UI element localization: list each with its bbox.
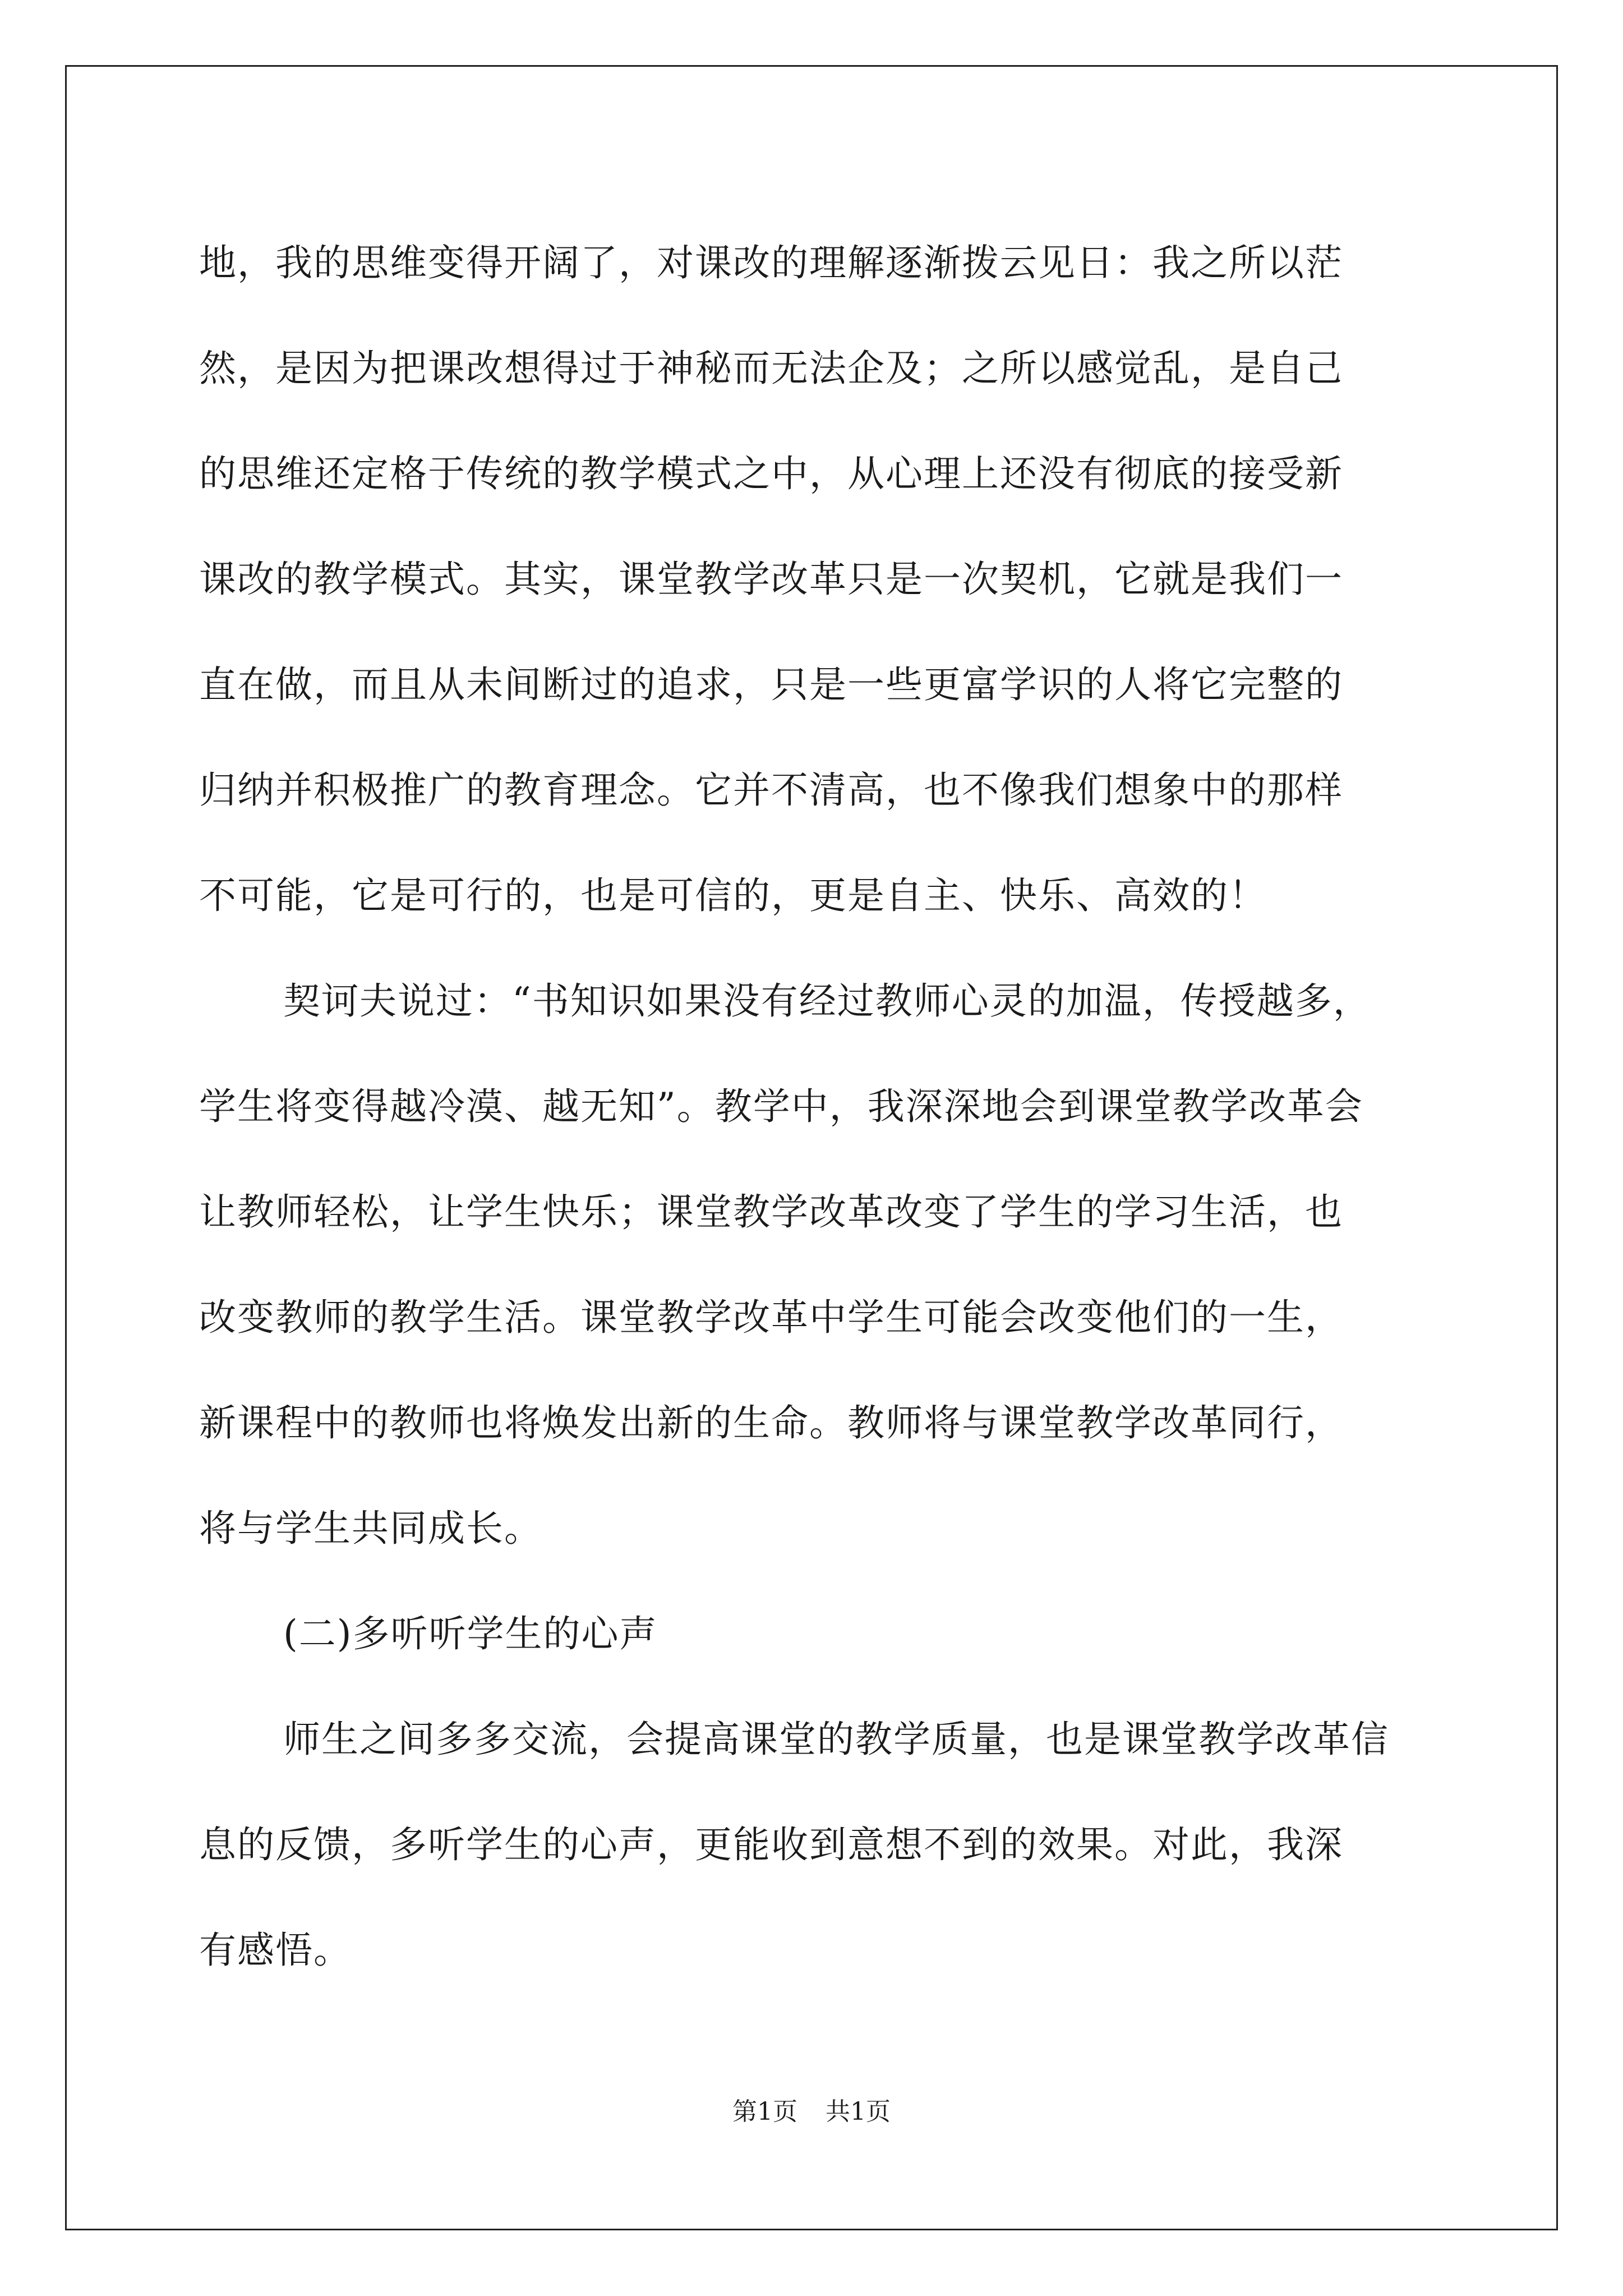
text-line: 改变教师的教学生活。课堂教学改革中学生可能会改变他们的一生， <box>199 1296 1343 1339</box>
text-line: 地，我的思维变得开阔了，对课改的理解逐渐拨云见日：我之所以茫 <box>199 241 1343 284</box>
text-line: 然，是因为把课改想得过于神秘而无法企及；之所以感觉乱，是自己 <box>199 347 1343 390</box>
text-line: 直在做，而且从未间断过的追求，只是一些更富学识的人将它完整的 <box>199 663 1343 706</box>
text-line: 的思维还定格于传统的教学模式之中，从心理上还没有彻底的接受新 <box>199 452 1343 495</box>
text-line: 不可能，它是可行的，也是可信的，更是自主、快乐、高效的！ <box>199 874 1267 917</box>
text-line: 新课程中的教师也将焕发出新的生命。教师将与课堂教学改革同行， <box>199 1401 1343 1444</box>
section-heading: (二)多听听学生的心声 <box>283 1612 658 1655</box>
text-line: 归纳并积极推广的教育理念。它并不清高，也不像我们想象中的那样 <box>199 769 1343 812</box>
document-body <box>199 210 1427 2003</box>
text-line: 将与学生共同成长。 <box>199 1507 542 1550</box>
text-line: 学生将变得越冷漠、越无知”。教学中，我深深地会到课堂教学改革会 <box>199 1085 1363 1128</box>
text-line: 师生之间多多交流，会提高课堂的教学质量，也是课堂教学改革信 <box>283 1718 1389 1761</box>
text-line: 课改的教学模式。其实，课堂教学改革只是一次契机，它就是我们一 <box>199 558 1343 601</box>
page-number-total: 共1页 <box>826 2097 891 2126</box>
page-number-current: 第1页 <box>732 2097 797 2126</box>
text-line: 契诃夫说过：“书知识如果没有经过教师心灵的加温，传授越多， <box>283 979 1371 1023</box>
text-line: 让教师轻松，让学生快乐；课堂教学改革改变了学生的学习生活，也 <box>199 1190 1343 1234</box>
text-line: 息的反馈，多听学生的心声，更能收到意想不到的效果。对此，我深 <box>199 1823 1343 1866</box>
page-footer <box>0 2095 1623 2129</box>
text-line: 有感悟。 <box>199 1929 352 1972</box>
